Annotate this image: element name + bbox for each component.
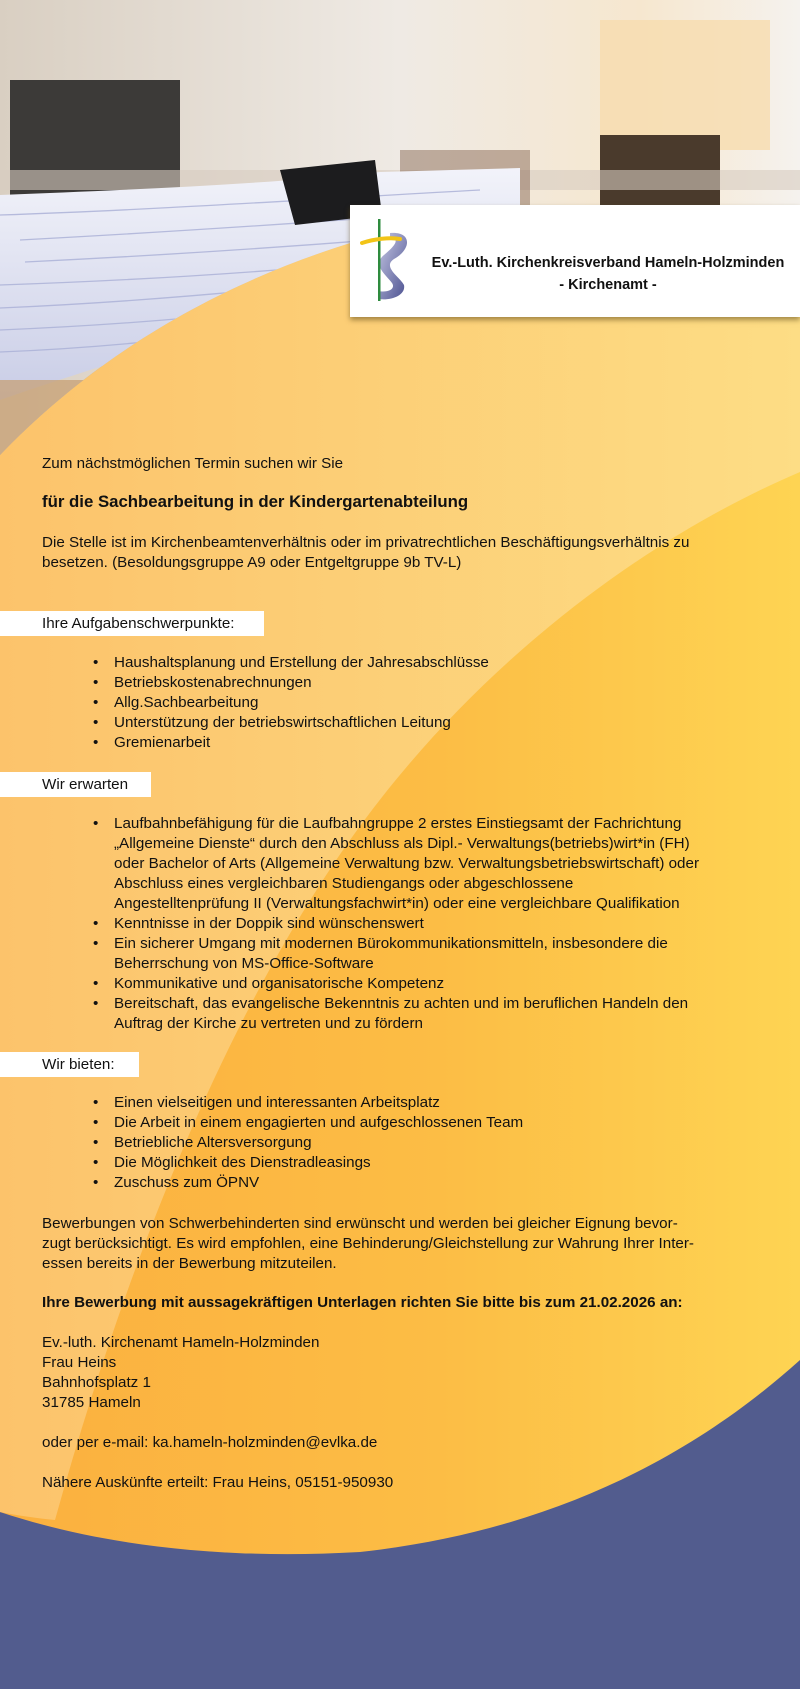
intro-lead: Zum nächstmöglichen Termin suchen wir Sie: [42, 455, 344, 472]
list-item: • Laufbahnbefähigung für die Laufbahngruppe 2 erstes Einstiegsamt der Fachrichtung „Allgemeine Dienste“ durch den Abschluss als Dipl.- Verwaltungs(betriebs)wirt*in (FH) oder Bachelor of Arts (Allgemeine Verwaltung bzw. Verwaltungsbetriebswirtschaft) oder Abschluss eines vergleichbaren Studiengangs oder abgeschlossene Angestelltenprüfung II (Verwaltungsfachwirt*in) oder eine vergleichbare Qualifikation: [0, 814, 699, 914]
offer-list: [0, 1093, 523, 1193]
list-item: • Bereitschaft, das evangelische Bekenntnis zu achten und im beruflichen Handeln den Auftrag der Kirche zu vertreten und zu fördern: [0, 994, 699, 1034]
application-deadline: Ihre Bewerbung mit aussagekräftigen Unterlagen richten Sie bitte bis zum 21.02.2026 an:: [42, 1294, 683, 1311]
list-item: • Ein sicherer Umgang mit modernen Bürokommunikationsmitteln, insbesondere die Beherrschung von MS-Office-Software: [0, 934, 699, 974]
address-line-1: Ev.-luth. Kirchenamt Hameln-Holzminden: [42, 1334, 320, 1351]
list-item: • Allg.Sachbearbeitung: [0, 693, 489, 713]
section-label-tasks: Ihre Aufgabenschwerpunkte:: [0, 611, 264, 636]
organization-header: [350, 205, 800, 317]
address-line-3: Bahnhofsplatz 1: [42, 1374, 151, 1391]
address-line-4: 31785 Hameln: [42, 1394, 141, 1411]
description-line-2: besetzen. (Besoldungsgruppe A9 oder Entgeltgruppe 9b TV-L): [42, 554, 462, 571]
tasks-list: [0, 653, 489, 753]
disability-note-line-2: zugt berücksichtigt. Es wird empfohlen, eine Behinderung/Gleichstellung zur Wahrung Ihrer Inter-: [42, 1235, 694, 1252]
section-label-expectations: Wir erwarten: [0, 772, 151, 797]
list-item: • Betriebskostenabrechnungen: [0, 673, 489, 693]
list-item: • Kommunikative und organisatorische Kompetenz: [0, 974, 699, 994]
list-item: • Betriebliche Altersversorgung: [0, 1133, 523, 1153]
list-item: • Die Möglichkeit des Dienstradleasings: [0, 1153, 523, 1173]
list-item: • Die Arbeit in einem engagierten und aufgeschlossenen Team: [0, 1113, 523, 1133]
list-item: • Einen vielseitigen und interessanten Arbeitsplatz: [0, 1093, 523, 1113]
email-link[interactable]: ka.hameln-holzminden@evlka.de: [152, 1434, 378, 1451]
contact-info: Nähere Auskünfte erteilt: Frau Heins, 05151-950930: [42, 1474, 394, 1491]
list-item: • Zuschuss zum ÖPNV: [0, 1173, 523, 1193]
church-cross-s-logo-icon: [360, 219, 416, 303]
list-item: • Haushaltsplanung und Erstellung der Jahresabschlüsse: [0, 653, 489, 673]
position-title: für die Sachbearbeitung in der Kindergartenabteilung: [42, 492, 469, 511]
disability-note-line-1: Bewerbungen von Schwerbehinderten sind erwünscht und werden bei gleicher Eignung bevor-: [42, 1215, 678, 1232]
email-line: oder per e-mail: ka.hameln-holzminden@evlka.de: [42, 1434, 378, 1451]
description-line-1: Die Stelle ist im Kirchenbeamtenverhältnis oder im privatrechtlichen Beschäftigungsverhältnis zu: [42, 534, 690, 551]
organization-subtitle: - Kirchenamt -: [559, 277, 657, 293]
disability-note-line-3: essen bereits in der Bewerbung mitzuteilen.: [42, 1255, 337, 1272]
expectations-list: [0, 814, 699, 1034]
organization-name: Ev.-Luth. Kirchenkreisverband Hameln-Holzminden: [431, 255, 785, 271]
address-line-2: Frau Heins: [42, 1354, 117, 1371]
list-item: • Gremienarbeit: [0, 733, 489, 753]
section-label-offer: Wir bieten:: [0, 1052, 139, 1077]
list-item: • Unterstützung der betriebswirtschaftlichen Leitung: [0, 713, 489, 733]
organization-name-block: [416, 252, 800, 296]
list-item: • Kenntnisse in der Doppik sind wünschenswert: [0, 914, 699, 934]
